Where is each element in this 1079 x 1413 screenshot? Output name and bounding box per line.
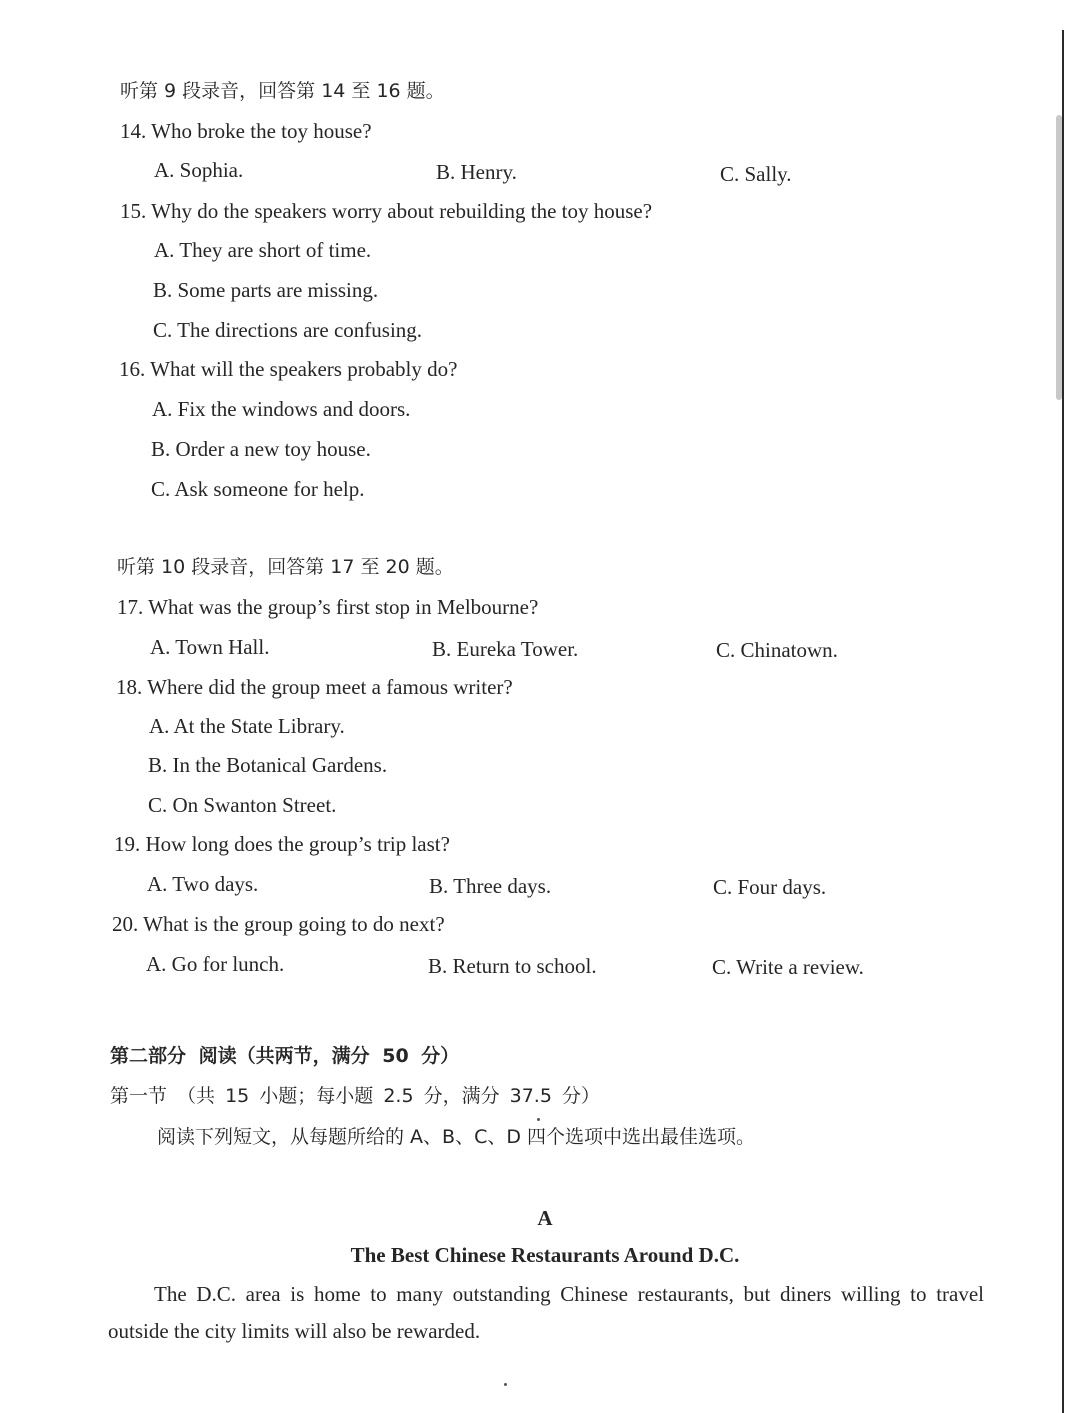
question-16-option-a: A. Fix the windows and doors. xyxy=(152,397,411,421)
question-20-option-a: A. Go for lunch. xyxy=(146,952,285,976)
section-header-9: 听第 9 段录音，回答第 14 至 16 题。 xyxy=(120,80,445,102)
question-16-stem: 16. What will the speakers probably do? xyxy=(119,357,458,381)
question-19-option-b: B. Three days. xyxy=(429,874,552,898)
question-15-option-b: B. Some parts are missing. xyxy=(153,278,379,302)
question-15-stem: 15. Why do the speakers worry about rebuilding the toy house? xyxy=(120,199,653,223)
question-17-option-a: A. Town Hall. xyxy=(150,635,270,659)
passage-letter: A xyxy=(537,1206,553,1230)
part2-instruction: 阅读下列短文，从每题所给的 A、B、C、D 四个选项中选出最佳选项。 xyxy=(157,1126,756,1148)
passage-paragraph: The D.C. area is home to many outstanding Chinese restaurants, but diners willing to travel outside the city limits will also be rewarded. xyxy=(108,1282,984,1343)
question-16-option-b: B. Order a new toy house. xyxy=(151,437,371,461)
question-18-stem: 18. Where did the group meet a famous writer? xyxy=(116,675,513,699)
passage-title: The Best Chinese Restaurants Around D.C. xyxy=(350,1243,740,1267)
question-20-stem: 20. What is the group going to do next? xyxy=(112,912,445,936)
question-15-option-c: C. The directions are confusing. xyxy=(153,318,423,342)
scan-speck xyxy=(537,1118,540,1121)
question-17-option-c: C. Chinatown. xyxy=(716,638,838,662)
question-14-stem: 14. Who broke the toy house? xyxy=(120,119,372,143)
question-18-option-c: C. On Swanton Street. xyxy=(148,793,337,817)
question-14-option-b: B. Henry. xyxy=(436,160,517,184)
page-right-border xyxy=(1062,30,1064,1413)
question-20-option-b: B. Return to school. xyxy=(428,954,597,978)
question-14-option-c: C. Sally. xyxy=(720,162,792,186)
scan-speck xyxy=(504,1383,507,1386)
part2-title: 第二部分 阅读（共两节，满分 50 分） xyxy=(110,1045,460,1067)
question-17-option-b: B. Eureka Tower. xyxy=(432,637,579,661)
question-14-option-a: A. Sophia. xyxy=(154,158,244,182)
question-17-stem: 17. What was the group’s first stop in Melbourne? xyxy=(117,595,539,619)
question-19-option-a: A. Two days. xyxy=(147,872,259,896)
question-16-option-c: C. Ask someone for help. xyxy=(151,477,365,501)
section-header-10: 听第 10 段录音，回答第 17 至 20 题。 xyxy=(117,556,454,578)
question-20-option-c: C. Write a review. xyxy=(712,955,864,979)
question-18-option-b: B. In the Botanical Gardens. xyxy=(148,753,388,777)
question-19-option-c: C. Four days. xyxy=(713,875,827,899)
question-19-stem: 19. How long does the group’s trip last? xyxy=(114,832,450,856)
question-18-option-a: A. At the State Library. xyxy=(149,714,345,738)
question-15-option-a: A. They are short of time. xyxy=(154,238,372,262)
part2-section-title: 第一节 （共 15 小题；每小题 2.5 分，满分 37.5 分） xyxy=(110,1085,600,1107)
